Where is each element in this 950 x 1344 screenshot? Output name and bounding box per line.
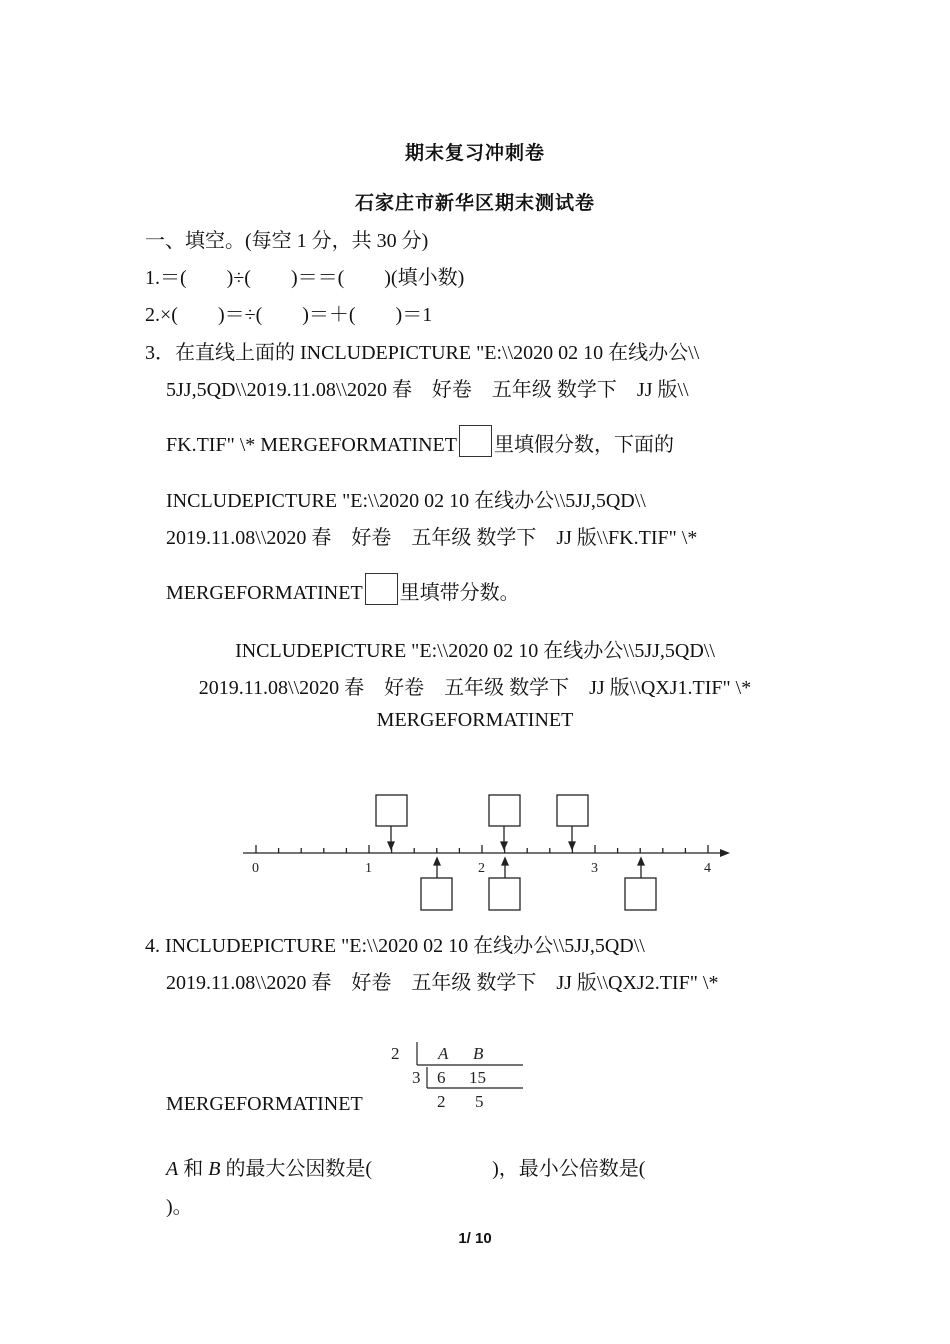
answer-box-mixed[interactable] <box>365 573 398 605</box>
var-b: B <box>208 1158 221 1180</box>
question-3-line3 <box>166 425 674 457</box>
number-line-figure <box>230 785 750 920</box>
field-code-center-1: INCLUDEPICTURE "E:\\2020 02 10 在线办公\\5JJ,5QD\\ <box>235 640 715 662</box>
question-3-line1: 3．在直线上面的 INCLUDEPICTURE "E:\\2020 02 10 在线办公\\ <box>145 342 700 364</box>
dividend-a: A <box>438 1044 449 1063</box>
question-3-line6 <box>166 573 520 605</box>
quotient-2-a: 2 <box>437 1092 446 1111</box>
pointer-arrowhead <box>501 842 507 849</box>
question-4-prompt-end: )。 <box>166 1196 193 1218</box>
question-4-line2: 2019.11.08\\2020 春 好卷 五年级 数学下 JJ 版\\QXJ2.TIF" \* <box>166 972 719 994</box>
answer-box-top-3[interactable] <box>557 795 588 826</box>
answer-box-bottom-1[interactable] <box>421 878 452 910</box>
axis-arrowhead <box>720 849 730 857</box>
question-3-line4: INCLUDEPICTURE "E:\\2020 02 10 在线办公\\5JJ,5QD\\ <box>166 490 646 512</box>
answer-box-top-1[interactable] <box>376 795 407 826</box>
question-4-prompt <box>166 1152 645 1181</box>
pointer-arrowhead <box>569 842 575 849</box>
prompt-text: 和 <box>178 1158 209 1180</box>
section-heading: 一、填空。(每空 1 分，共 30 分) <box>145 230 429 252</box>
question-3-line5: 2019.11.08\\2020 春 好卷 五年级 数学下 JJ 版\\FK.TIF" \* <box>166 527 698 549</box>
tick-marks <box>256 845 708 853</box>
answer-box-bottom-3[interactable] <box>625 878 656 910</box>
tick-label: 2 <box>478 861 485 876</box>
question-4-line3: MERGEFORMATINET <box>166 1093 363 1115</box>
answer-box-improper[interactable] <box>459 425 492 457</box>
field-code-center-3: MERGEFORMATINET <box>376 709 574 731</box>
short-division-figure <box>385 1038 530 1118</box>
page-number: 1/ 10 <box>458 1230 492 1247</box>
tick-label: 4 <box>704 861 711 876</box>
prompt-text: 的最大公因数是( )，最小公倍数是( <box>220 1158 646 1180</box>
quotient-2-b: 5 <box>475 1092 484 1111</box>
tick-label: 3 <box>591 861 598 876</box>
field-code-text: MERGEFORMATINET <box>166 582 363 604</box>
question-1: 1.＝( )÷( )＝＝( )(填小数) <box>145 267 465 289</box>
page-title: 期末复习冲刺卷 <box>404 142 545 164</box>
tick-label: 1 <box>365 861 372 876</box>
field-code-text: FK.TIF" \* MERGEFORMATINET <box>166 434 457 456</box>
question-4-line1: 4. INCLUDEPICTURE "E:\\2020 02 10 在线办公\\5JJ,5QD\\ <box>145 935 645 957</box>
question-3-instruction-2: 里填带分数。 <box>399 582 520 604</box>
answer-box-top-2[interactable] <box>489 795 520 826</box>
question-3-instruction: 里填假分数，下面的 <box>493 434 674 456</box>
pointer-arrowhead <box>638 858 644 865</box>
page-subtitle: 石家庄市新华区期末测试卷 <box>354 192 595 214</box>
var-a: A <box>166 1158 179 1180</box>
field-code-center-2: 2019.11.08\\2020 春 好卷 五年级 数学下 JJ 版\\QXJ1.TIF" \* <box>198 677 752 699</box>
pointer-arrowhead <box>434 858 440 865</box>
question-3-line2: 5JJ,5QD\\2019.11.08\\2020 春 好卷 五年级 数学下 JJ 版\\ <box>166 379 689 401</box>
tick-label: 0 <box>252 861 259 876</box>
divisor-inner: 3 <box>412 1068 421 1087</box>
divisor-outer: 2 <box>391 1044 400 1063</box>
dividend-b: B <box>473 1044 484 1063</box>
pointer-arrowhead <box>502 858 508 865</box>
quotient-1-a: 6 <box>437 1068 446 1087</box>
quotient-1-b: 15 <box>469 1068 486 1087</box>
answer-box-bottom-2[interactable] <box>489 878 520 910</box>
pointer-arrowhead <box>388 842 394 849</box>
question-2: 2.×( )＝÷( )＝＋( )＝1 <box>145 304 433 326</box>
